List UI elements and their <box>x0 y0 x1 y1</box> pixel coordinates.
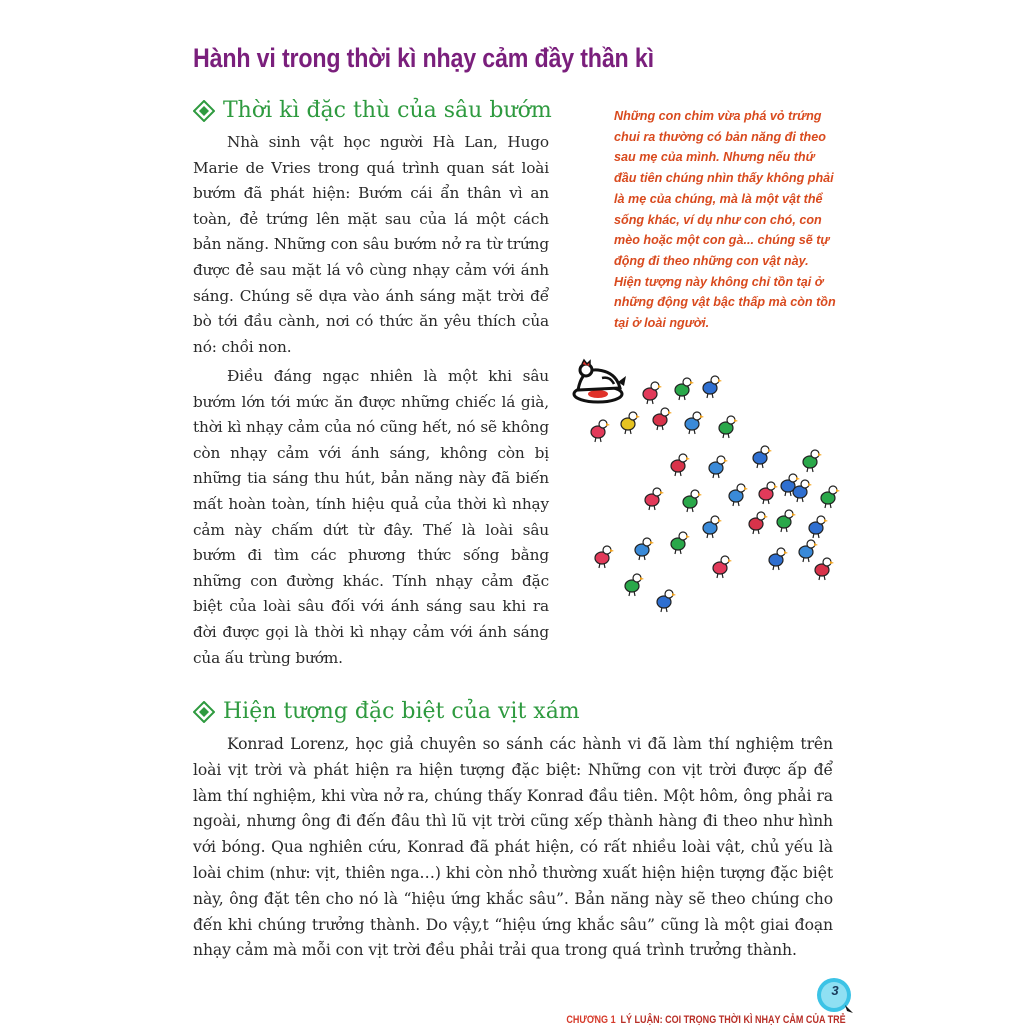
chick-icon <box>749 512 768 534</box>
footer-chapter: CHƯƠNG 1 <box>566 1014 616 1026</box>
section-heading-caterpillar <box>193 98 552 123</box>
diamond-bullet-icon <box>193 100 215 122</box>
chick-icon <box>625 574 644 596</box>
chick-icon <box>675 378 694 400</box>
chick-icon <box>769 548 788 570</box>
chick-icon <box>809 516 828 538</box>
chick-icon <box>709 456 728 478</box>
chick-icon <box>621 412 640 434</box>
footer-chapter-title: LÝ LUẬN: COI TRỌNG THỜI KÌ NHẠY CẢM CỦA TRẺ <box>620 1014 846 1026</box>
chick-icon <box>799 540 818 562</box>
chick-icon <box>815 558 834 580</box>
chick-icon <box>803 450 822 472</box>
chick-icon <box>591 420 610 442</box>
chick-icon <box>821 486 840 508</box>
chick-icon <box>643 382 662 404</box>
chick-icon <box>635 538 654 560</box>
chick-icon <box>703 376 722 398</box>
paragraph: Điều đáng ngạc nhiên là một khi sâu bướm lớn tới mức ăn được những chiếc lá già, thời kì nhạy cảm của nó cũng hết, nó sẽ không còn nhạy cảm với ánh sáng, không còn bị những tia sáng thu hút, bản năng này đã biến mất hoàn toàn, tính hiệu quả của thời kì nhạy cảm này chấm dứt từ đây. Thế là loài sâu bướm đi tìm các phương thức sống bằng những con đường khác. Tính nhạy cảm đặc biệt của loài sâu đối với ánh sáng sau khi ra đời được gọi là thời kì nhạy cảm với ánh sáng của ấu trùng bướm. <box>193 367 549 667</box>
paragraph: Konrad Lorenz, học giả chuyên so sánh các hành vi đã làm thí nghiệm trên loài vịt trời và phát hiện ra hiện tượng đặc biệt: Những con vịt trời được ấp để làm thí nghiệm, khi vừa nở ra, chúng thấy Konrad đầu tiên. Một hôm, ông phải ra ngoài, nhưng ông đi đến đâu thì lũ vịt trời cũng xếp thành hàng đi theo như hình với bóng. Qua nghiên cứu, Konrad đã phát hiện, có rất nhiều loài vật, chủ yếu là loài chim (như: vịt, thiên nga…) khi còn nhỏ thường xuất hiện hiện tượng đặc biệt này, ông đặt tên cho nó là “hiệu ứng khắc sâu”. Bản năng này sẽ theo chúng cho đến khi chúng trưởng thành. Do vậy,t “hiệu ứng khắc sâu” cũng là một giai đoạn nhạy cảm mà mỗi con vịt trời đều phải trải qua trong quá trình trưởng thành. <box>193 735 833 960</box>
chick-icon <box>793 480 812 502</box>
section-heading-text: Thời kì đặc thù của sâu bướm <box>223 98 552 123</box>
hen-and-chicks-illustration <box>570 358 850 628</box>
chick-icon <box>759 482 778 504</box>
section-heading-duck <box>193 699 580 724</box>
chick-icon <box>657 590 676 612</box>
chick-icon <box>685 412 704 434</box>
chick-icon <box>753 446 772 468</box>
side-note: Những con chim vừa phá vỏ trứng chui ra thường có bản năng đi theo sau mẹ của mình. Nhưng nếu thứ đầu tiên chúng nhìn thấy không phải là mẹ của chúng, mà là một vật thể sống khác, ví dụ như con chó, con mèo hoặc một con gà... chúng sẽ tự động đi theo những con vật này. Hiện tượng này không chỉ tồn tại ở những động vật bậc thấp mà còn tồn tại ở loài người. <box>614 109 836 331</box>
hen-icon <box>574 360 626 402</box>
chick-icon <box>683 490 702 512</box>
diamond-bullet-icon <box>193 701 215 723</box>
paragraph: Nhà sinh vật học người Hà Lan, Hugo Marie de Vries trong quá trình quan sát loài bướm đã phát hiện: Bướm cái ẩn thân vì an toàn, đẻ trứng lên mặt sau của lá một cách bản năng. Những con sâu bướm nở ra từ trứng được đẻ sau mặt lá vô cùng nhạy cảm với ánh sáng. Chúng sẽ dựa vào ánh sáng mặt trời để bò tới đầu cành, nơi có thức ăn yêu thích của nó: chồi non. <box>193 133 549 356</box>
chick-icon <box>671 454 690 476</box>
running-footer <box>567 1014 846 1026</box>
chick-icon <box>645 488 664 510</box>
chick-icon <box>653 408 672 430</box>
section-heading-text: Hiện tượng đặc biệt của vịt xám <box>223 699 580 724</box>
chick-icon <box>595 546 614 568</box>
chick-icon <box>671 532 690 554</box>
chick-icon <box>713 556 732 578</box>
chick-icon <box>703 516 722 538</box>
page-title: Hành vi trong thời kì nhạy cảm đầy thần kì <box>193 43 654 73</box>
page-number: 3 <box>831 983 839 998</box>
chick-icon <box>719 416 738 438</box>
chick-icon <box>777 510 796 532</box>
chick-icon <box>729 484 748 506</box>
